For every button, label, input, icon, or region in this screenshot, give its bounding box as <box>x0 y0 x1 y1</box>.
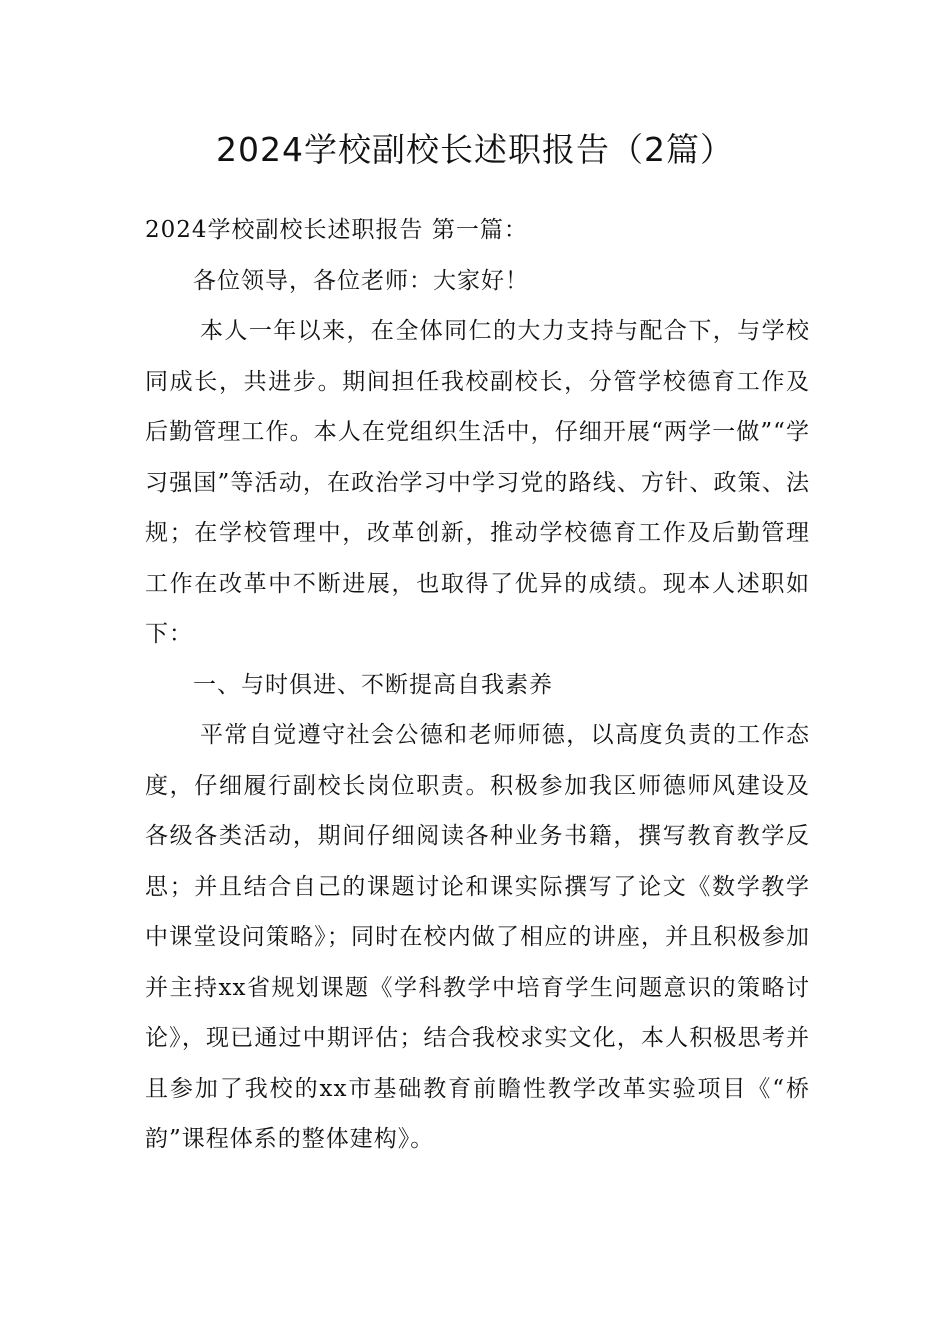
document-subtitle: 2024学校副校长述职报告 第一篇： <box>145 217 528 243</box>
paragraph-self-improvement: 平常自觉遵守社会公德和老师师德，以高度负责的工作态度，仔细履行副校长岗位职责。积极参加我区师德师风建设及各级各类活动，期间仔细阅读各种业务书籍，撰写教育教学反思；并且结合自己的课题讨论和课实际撰写了论文《数学教学中课堂设问策略》；同时在校内做了相应的讲座，并且积极参加并主持xx省规划课题《学科教学中培育学生问题意识的策略讨论》，现已通过中期评估；结合我校求实文化，本人积极思考并且参加了我校的xx市基础教育前瞻性教学改革实验项目《“桥韵”课程体系的整体建构》。 <box>145 722 810 1152</box>
section-heading-1: 一、与时俱进、不断提高自我素养 <box>193 671 553 698</box>
document-title: 2024学校副校长述职报告（2篇） <box>216 130 734 169</box>
document-body <box>145 205 810 1165</box>
greeting-line: 各位领导，各位老师：大家好！ <box>193 267 529 294</box>
paragraph-intro: 本人一年以来，在全体同仁的大力支持与配合下，与学校同成长，共进步。期间担任我校副校长，分管学校德育工作及后勤管理工作。本人在党组织生活中，仔细开展“两学一做”“学习强国”等活动，在政治学习中学习党的路线、方针、政策、法规；在学校管理中，改革创新，推动学校德育工作及后勤管理工作在改革中不断进展，也取得了优异的成绩。现本人述职如下： <box>145 318 810 647</box>
